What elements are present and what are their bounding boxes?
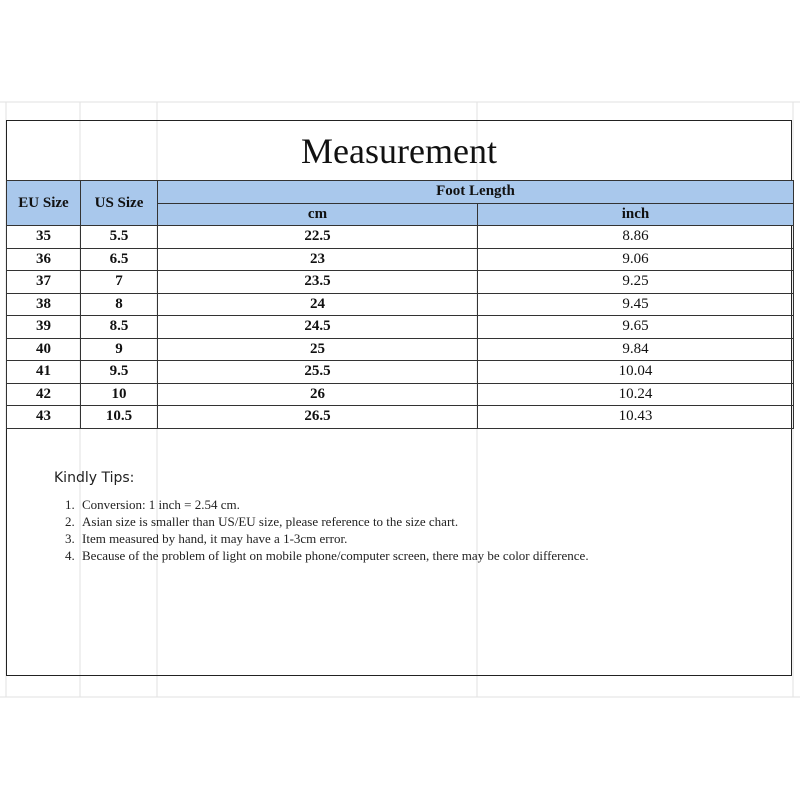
table-row bbox=[7, 316, 794, 339]
cm-header: cm bbox=[158, 203, 478, 226]
table-row bbox=[7, 406, 794, 429]
inch-cell: 9.45 bbox=[478, 293, 794, 316]
eu-size-cell: 37 bbox=[7, 271, 81, 294]
eu-size-cell: 36 bbox=[7, 248, 81, 271]
table-row bbox=[7, 383, 794, 406]
eu-size-cell: 40 bbox=[7, 338, 81, 361]
tip-item: 1. Conversion: 1 inch = 2.54 cm. bbox=[78, 496, 654, 513]
cm-cell: 23.5 bbox=[158, 271, 478, 294]
cm-cell: 26 bbox=[158, 383, 478, 406]
us-size-cell: 8 bbox=[81, 293, 158, 316]
eu-size-cell: 43 bbox=[7, 406, 81, 429]
us-size-cell: 5.5 bbox=[81, 226, 158, 249]
cm-cell: 24.5 bbox=[158, 316, 478, 339]
eu-size-cell: 41 bbox=[7, 361, 81, 384]
us-size-cell: 8.5 bbox=[81, 316, 158, 339]
us-size-cell: 9 bbox=[81, 338, 158, 361]
page-title: Measurement bbox=[301, 131, 497, 171]
cm-cell: 25.5 bbox=[158, 361, 478, 384]
inch-cell: 9.65 bbox=[478, 316, 794, 339]
table-row bbox=[7, 271, 794, 294]
eu-size-cell: 42 bbox=[7, 383, 81, 406]
cm-cell: 23 bbox=[158, 248, 478, 271]
us-size-cell: 10 bbox=[81, 383, 158, 406]
eu-size-cell: 38 bbox=[7, 293, 81, 316]
us-size-cell: 9.5 bbox=[81, 361, 158, 384]
tip-item: 2. Asian size is smaller than US/EU size, please reference to the size chart. bbox=[78, 513, 654, 530]
inch-cell: 10.24 bbox=[478, 383, 794, 406]
us-size-cell: 10.5 bbox=[81, 406, 158, 429]
table-row bbox=[7, 361, 794, 384]
cm-cell: 25 bbox=[158, 338, 478, 361]
inch-cell: 10.04 bbox=[478, 361, 794, 384]
us-size-cell: 6.5 bbox=[81, 248, 158, 271]
eu-size-cell: 35 bbox=[7, 226, 81, 249]
foot-length-header: Foot Length bbox=[158, 181, 794, 204]
kindly-tips bbox=[54, 470, 654, 564]
tips-title: Kindly Tips: bbox=[54, 470, 135, 486]
inch-cell: 9.84 bbox=[478, 338, 794, 361]
us-size-header: US Size bbox=[81, 181, 158, 226]
table-body bbox=[7, 226, 794, 429]
cm-cell: 22.5 bbox=[158, 226, 478, 249]
eu-size-cell: 39 bbox=[7, 316, 81, 339]
table-row bbox=[7, 226, 794, 249]
inch-cell: 9.06 bbox=[478, 248, 794, 271]
header-row-top bbox=[7, 181, 794, 204]
eu-size-header: EU Size bbox=[7, 181, 81, 226]
tip-item: 3. Item measured by hand, it may have a 1-3cm error. bbox=[78, 530, 654, 547]
tip-item: 4. Because of the problem of light on mobile phone/computer screen, there may be color difference. bbox=[78, 547, 654, 564]
inch-cell: 9.25 bbox=[478, 271, 794, 294]
inch-cell: 8.86 bbox=[478, 226, 794, 249]
inch-cell: 10.43 bbox=[478, 406, 794, 429]
size-table bbox=[6, 180, 794, 429]
inch-header: inch bbox=[478, 203, 794, 226]
cm-cell: 24 bbox=[158, 293, 478, 316]
tips-list bbox=[54, 496, 654, 564]
us-size-cell: 7 bbox=[81, 271, 158, 294]
table-row bbox=[7, 338, 794, 361]
cm-cell: 26.5 bbox=[158, 406, 478, 429]
table-row bbox=[7, 293, 794, 316]
table-row bbox=[7, 248, 794, 271]
